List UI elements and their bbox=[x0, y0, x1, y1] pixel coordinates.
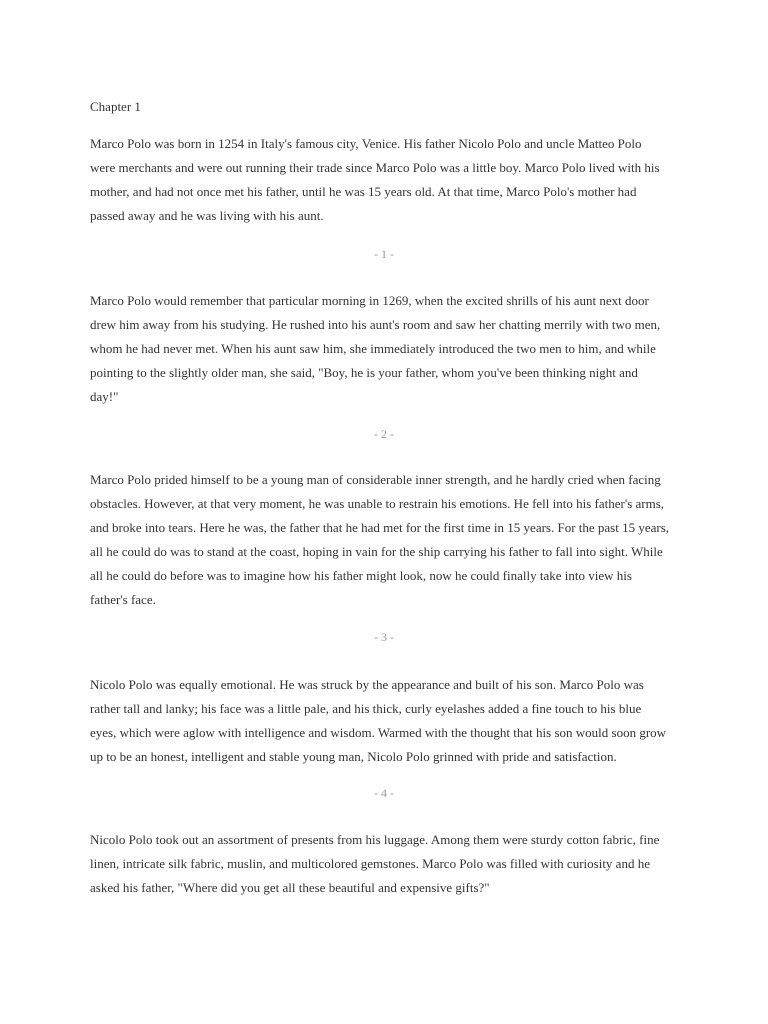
paragraph-line: pointing to the slightly older man, she said, "Boy, he is your father, whom you've been thinking night and bbox=[90, 365, 638, 380]
paragraph-5 bbox=[90, 828, 690, 900]
paragraph-line: eyes, which were aglow with intelligence and wisdom. Warmed with the thought that his son would soon grow bbox=[90, 725, 667, 740]
paragraph-line: Marco Polo was born in 1254 in Italy's famous city, Venice. His father Nicolo Polo and uncle Matteo Polo bbox=[90, 136, 642, 151]
paragraph-line: rather tall and lanky; his face was a little pale, and his thick, curly eyelashes added a fine touch to his blue bbox=[90, 701, 642, 716]
paragraph-line: asked his father, "Where did you get all these beautiful and expensive gifts?" bbox=[90, 880, 490, 895]
paragraph-2 bbox=[90, 289, 690, 409]
paragraph-line: whom he had never met. When his aunt saw him, she immediately introduced the two men to him, and while bbox=[90, 341, 656, 356]
paragraph-4 bbox=[90, 673, 690, 769]
paragraph-line: day!" bbox=[90, 389, 119, 404]
paragraph-line: all he could do was to stand at the coast, hoping in vain for the ship carrying his father to fall into sight. While bbox=[90, 544, 663, 559]
paragraph-line: Marco Polo prided himself to be a young man of considerable inner strength, and he hardly cried when facing bbox=[90, 472, 661, 487]
paragraph-line: mother, and had not once met his father, until he was 15 years old. At that time, Marco Polo's mother had bbox=[90, 184, 637, 199]
paragraph-line: Marco Polo would remember that particular morning in 1269, when the excited shrills of his aunt next door bbox=[90, 293, 649, 308]
page-number-2: - 2 - bbox=[374, 427, 394, 441]
paragraph-line: passed away and he was living with his aunt. bbox=[90, 208, 324, 223]
paragraph-line: all he could do before was to imagine how his father might look, now he could finally take into view his bbox=[90, 568, 632, 583]
paragraph-line: linen, intricate silk fabric, muslin, and multicolored gemstones. Marco Polo was filled with curiosity and he bbox=[90, 856, 650, 871]
paragraph-line: up to be an honest, intelligent and stable young man, Nicolo Polo grinned with pride and satisfaction. bbox=[90, 749, 617, 764]
paragraph-line: obstacles. However, at that very moment, he was unable to restrain his emotions. He fell into his father's arms, bbox=[90, 496, 665, 511]
paragraph-line: were merchants and were out running their trade since Marco Polo was a little boy. Marco Polo lived with his bbox=[90, 160, 660, 175]
page-number-1: - 1 - bbox=[374, 247, 394, 261]
paragraph-3 bbox=[90, 468, 690, 612]
paragraph-line: father's face. bbox=[90, 592, 156, 607]
page-number-3: - 3 - bbox=[374, 630, 394, 644]
chapter-title: Chapter 1 bbox=[90, 99, 141, 114]
paragraph-line: Nicolo Polo was equally emotional. He was struck by the appearance and built of his son. Marco Polo was bbox=[90, 677, 644, 692]
page-number-4: - 4 - bbox=[374, 786, 394, 800]
paragraph-line: Nicolo Polo took out an assortment of presents from his luggage. Among them were sturdy cotton fabric, fine bbox=[90, 832, 660, 847]
paragraph-line: and broke into tears. Here he was, the father that he had met for the first time in 15 years. For the past 15 years, bbox=[90, 520, 670, 535]
paragraph-1 bbox=[90, 132, 690, 228]
paragraph-line: drew him away from his studying. He rushed into his aunt's room and saw her chatting merrily with two men, bbox=[90, 317, 661, 332]
